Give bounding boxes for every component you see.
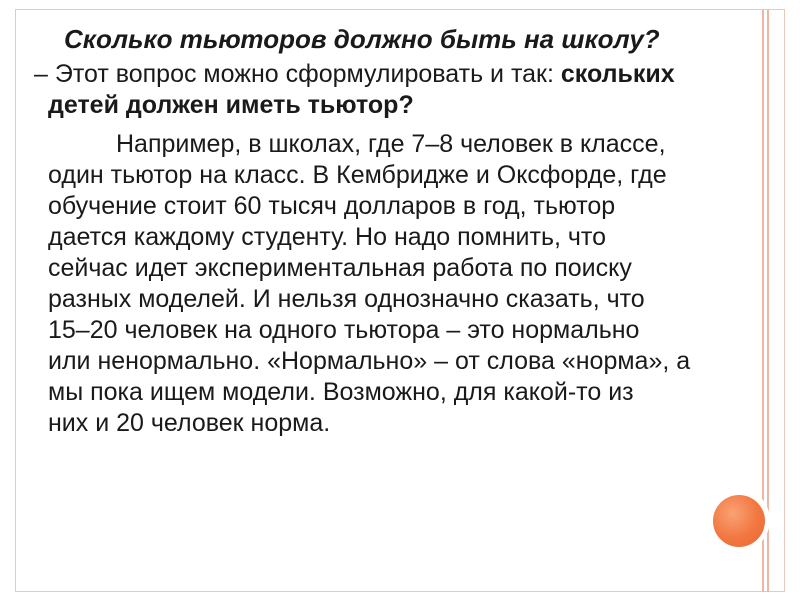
decorative-rule xyxy=(767,10,769,592)
paragraph-line: сейчас идет экспериментальная работа по поиску xyxy=(48,254,632,282)
paragraph-line: или ненормально. «Нормально» – от слова «норма», а xyxy=(48,347,691,375)
intro-question xyxy=(26,59,762,121)
paragraph-line: них и 20 человек норма. xyxy=(48,409,331,437)
intro-bold-line: детей должен иметь тьютор? xyxy=(48,91,414,119)
decorative-circle xyxy=(713,495,765,547)
paragraph-line: дается каждому студенту. Но надо помнить, что xyxy=(48,223,606,251)
slide-content xyxy=(26,24,762,439)
paragraph-line: мы пока ищем модели. Возможно, для какой-то из xyxy=(48,378,634,406)
paragraph-line: один тьютор на класс. В Кембридже и Оксфорде, где xyxy=(48,161,667,189)
intro-prefix: – Этот вопрос можно сформулировать и так: xyxy=(34,60,561,88)
paragraph-line: 15–20 человек на одного тьютора – это нормально xyxy=(48,316,640,344)
intro-bold-part: скольких xyxy=(560,60,675,88)
body-paragraph xyxy=(26,129,762,439)
paragraph-line: разных моделей. И нельзя однозначно сказать, что xyxy=(48,285,645,313)
intro-line xyxy=(26,59,762,90)
slide-title: Сколько тьюторов должно быть на школу? xyxy=(64,24,660,54)
paragraph-line: Например, в школах, где 7–8 человек в классе, xyxy=(116,130,666,158)
paragraph-line: обучение стоит 60 тысяч долларов в год, тьютор xyxy=(48,192,616,220)
